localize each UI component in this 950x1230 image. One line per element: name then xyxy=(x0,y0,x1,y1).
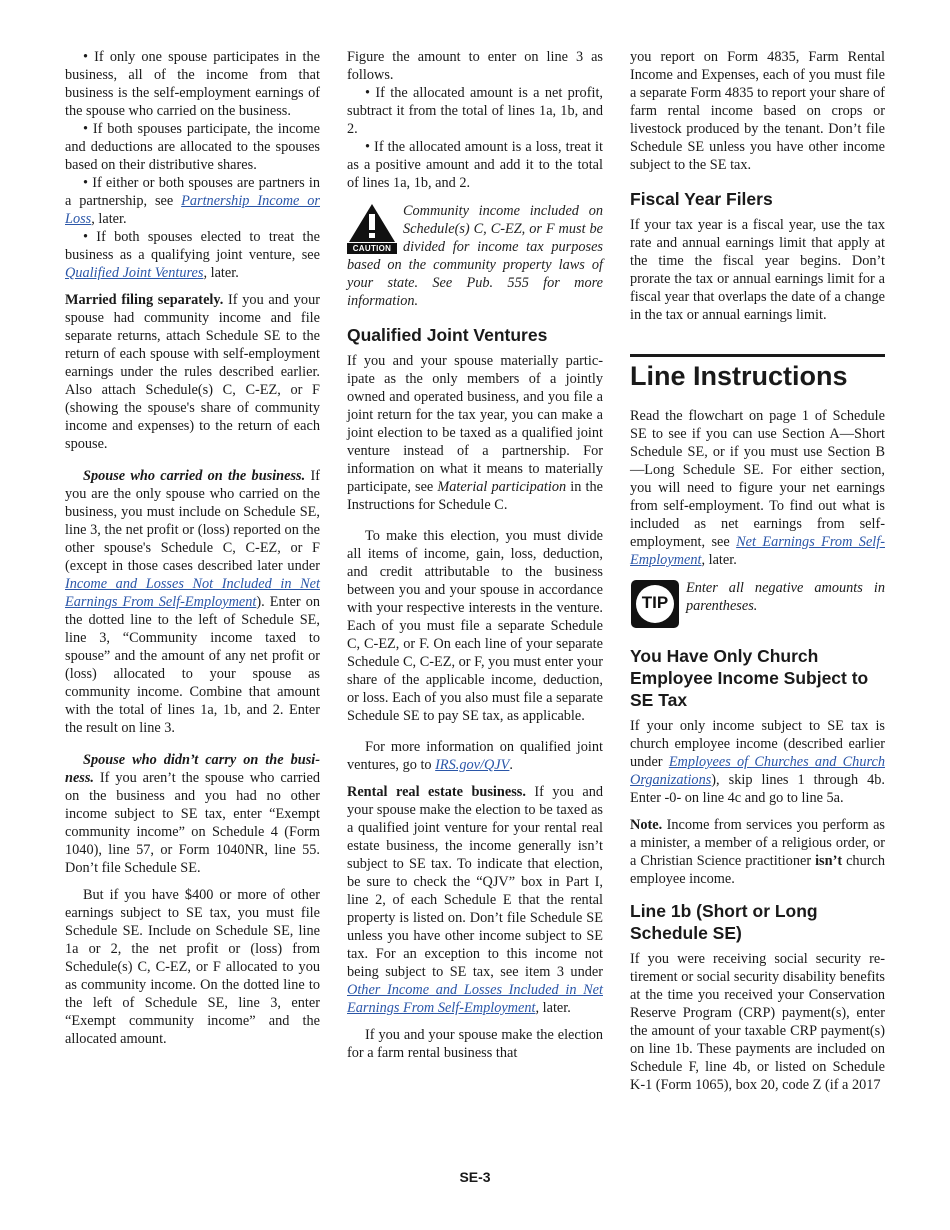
line-instructions-paragraph: Read the flowchart on page 1 of Schedule SE to see if you can use Section A—Short Schedule SE, or if you must use Section B—Long Schedule SE. For either section, you will need to figure your net earnings from self-employment. To find out what is included as net earnings from self-employment, see Net Earnings From Self-Employment, later. xyxy=(630,408,885,568)
heading-line-1b: Line 1b (Short or Long Schedule SE) xyxy=(630,901,818,943)
form-4835-paragraph: you report on Form 4835, Farm Rental Income and Expenses, each of you must file a separate Form 4835 to report your share of farm rental income based on crops or livestock produced by the tenant. Don’t file Schedule SE unless you have other income subject to the SE tax. xyxy=(630,49,885,173)
bullet-partnership: • If either or both spouses are partners in a partnership, see Partnership Income or Loss, later. xyxy=(65,175,320,227)
line-1b-paragraph: If you were receiving social security retirement or social security disability benefits at the time you received your Conservation Reserve Program (CRP) payment(s), enter the amount of your taxable CRP payment(s) on line 1b. These payments are included on Schedule F, line 4b, or listed on Schedule K-1 (Form 1065), box 20, code Z (if a 2017 xyxy=(630,951,885,1093)
heading-church-employee-income: You Have Only Church Employee Income Subject to SE Tax xyxy=(630,646,869,710)
column-2 xyxy=(347,48,603,1062)
spouse-did-not-carry-on-business: Spouse who didn’t carry on the business. If you aren’t the spouse who carried on the business and you had no other income subject to SE tax, enter “Exempt community income” on Schedule 4 (Form 1040), line 57, or Form 1040NR, line 55. Don’t file Schedule SE. xyxy=(65,752,320,876)
tip-text: Enter all negative amounts in parentheses. xyxy=(686,580,885,614)
caution-note xyxy=(347,202,603,310)
bullet-loss: • If the allocated amount is a loss, treat it as a positive amount and add it to the total of lines 1a, 1b, and 2. xyxy=(347,139,603,191)
column-3 xyxy=(630,48,885,1094)
bullet-one-spouse: • If only one spouse participates in the business, all of the income from that business is the self-employment earnings of the spouse who carried on the business. xyxy=(65,49,320,119)
caution-text: Community income included on Schedule(s) C, C-EZ, or F must be divided for income tax purposes based on the community property laws of your state. See Pub. 555 for more information. xyxy=(347,203,603,309)
heading-fiscal-year-filers: Fiscal Year Filers xyxy=(630,189,773,209)
qjv-paragraph-1: If you and your spouse materially participate as the only members of a jointly owned and operated business, and you file a joint return for the tax year, you can make a joint election to be taxed as a qualified joint venture instead of a partnership. For information on what it means to materially participate, see Material participation in the Instructions for Schedule C. xyxy=(347,353,603,513)
link-irs-qjv[interactable]: IRS.gov/QJV xyxy=(435,757,510,773)
church-employee-paragraph: If your only income subject to SE tax is church employee income (described earlier under Employees of Churches and Church Organizations), skip lines 1 through 4b. Enter -0- on line 4c and go to line 5a. xyxy=(630,718,885,806)
tip-label: TIP xyxy=(641,593,669,612)
qjv-paragraph-2: To make this election, you must divide all items of income, gain, loss, deduction, and credit attributable to the business between you and your spouse in accordance with your respective interests in the venture. Each of you must file a separate Schedule C, C-EZ, or F. On each line of your separate Schedule C, C-EZ, or F, you must enter your share of the applicable income, deduction, or loss. Each of you also must file a separate Schedule SE to pay SE tax, as applicable. xyxy=(347,528,603,724)
tip-note xyxy=(630,579,885,633)
tip-icon xyxy=(630,579,680,629)
fiscal-year-paragraph: If your tax year is a fiscal year, use the tax rate and annual earnings limit that apply at the time the fiscal year begins. Don’t prorate the tax or annual earnings limit for a fiscal year that overlaps the date of a change in the tax or annual earnings limit. xyxy=(630,217,885,323)
rental-real-estate-business: Rental real estate business. If you and your spouse make the election to be taxed as a qualified joint venture for your rental real estate business, the income generally isn’t subject to SE tax. To indicate that election, be sure to check the “QJV” box in Part I, line 2, of each Schedule E that the rental property is listed on. Don’t file Schedule SE unless you have other income subject to SE tax. For an exception to this income not being subject to SE tax, see item 3 under Other Income and Losses Included in Net Earnings From Self-Employment, later. xyxy=(347,784,603,1016)
caution-label: CAUTION xyxy=(352,244,392,253)
link-employees-of-churches[interactable]: Employees of Churches and Church Organizations xyxy=(630,754,885,788)
qjv-paragraph-3: For more information on qualified joint ventures, go to IRS.gov/QJV. xyxy=(347,739,603,773)
bullet-net-profit: • If the allocated amount is a net profit, subtract it from the total of lines 1a, 1b, and 2. xyxy=(347,85,603,137)
farm-rental-paragraph: If you and your spouse make the election for a farm rental business that xyxy=(347,1027,603,1061)
other-earnings-paragraph: But if you have $400 or more of other earnings subject to SE tax, you must file Schedule SE. Include on Schedule SE, line 1a or 2, the net profit or (loss) from Schedule(s) C, C-EZ, or F allocated to you as community income. On the dotted line to the left of Schedule SE, line 3, enter “Exempt community income” and the allocated amount. xyxy=(65,887,320,1047)
heading-qualified-joint-ventures: Qualified Joint Ventures xyxy=(347,325,548,345)
married-filing-separately: Married filing separately. If you and your spouse had community income and file separate returns, attach Schedule SE to the return of each spouse with self-employment earnings under the rules described earlier. Also attach Schedule(s) C, C-EZ, or F (showing the spouse's share of community income and expenses) to the return of each spouse. xyxy=(65,292,320,452)
figure-amount-intro: Figure the amount to enter on line 3 as follows. xyxy=(347,49,603,83)
bullet-both-spouses: • If both spouses participate, the income and deductions are allocated to the spouses based on their distributive shares. xyxy=(65,121,320,173)
link-partnership-income[interactable]: Partnership Income or Loss xyxy=(65,193,320,227)
spouse-carried-on-business: Spouse who carried on the business. If you are the only spouse who carried on the business, you must include on Schedule SE, line 3, the net profit or (loss) reported on the other spouse's Schedule C, C-EZ, or F (except in those cases described later under Income and Losses Not Included in Net Earnings From Self-Employment). Enter on the dotted line to the left of Schedule SE, line 3, “Community income taxed to spouse” and the amount of any net profit or (loss) allocated to your spouse as community income. Combine that amount with the total of lines 1a, 1b, and 2. Enter the result on line 3. xyxy=(65,468,320,736)
caution-icon xyxy=(347,202,397,254)
bullet-joint-venture: • If both spouses elected to treat the business as a qualifying joint venture, see Qualified Joint Ventures, later. xyxy=(65,229,320,281)
link-other-income-losses-included[interactable]: Other Income and Losses Included in Net Earnings From Self-Employment xyxy=(347,982,603,1016)
heading-line-instructions: Line Instructions xyxy=(630,354,885,393)
link-net-earnings-self-employment[interactable]: Net Earnings From Self-Employment xyxy=(630,534,885,568)
column-1 xyxy=(65,48,320,1048)
note-minister-income: Note. Income from services you perform as a minister, a member of a religious order, or a Christian Science practitioner isn’t church employee income. xyxy=(630,817,885,887)
link-income-losses-not-included[interactable]: Income and Losses Not Included in Net Earnings From Self-Employment xyxy=(65,576,320,610)
link-qualified-joint-ventures[interactable]: Qualified Joint Ventures xyxy=(65,265,204,281)
page-number: SE-3 xyxy=(459,1169,491,1185)
